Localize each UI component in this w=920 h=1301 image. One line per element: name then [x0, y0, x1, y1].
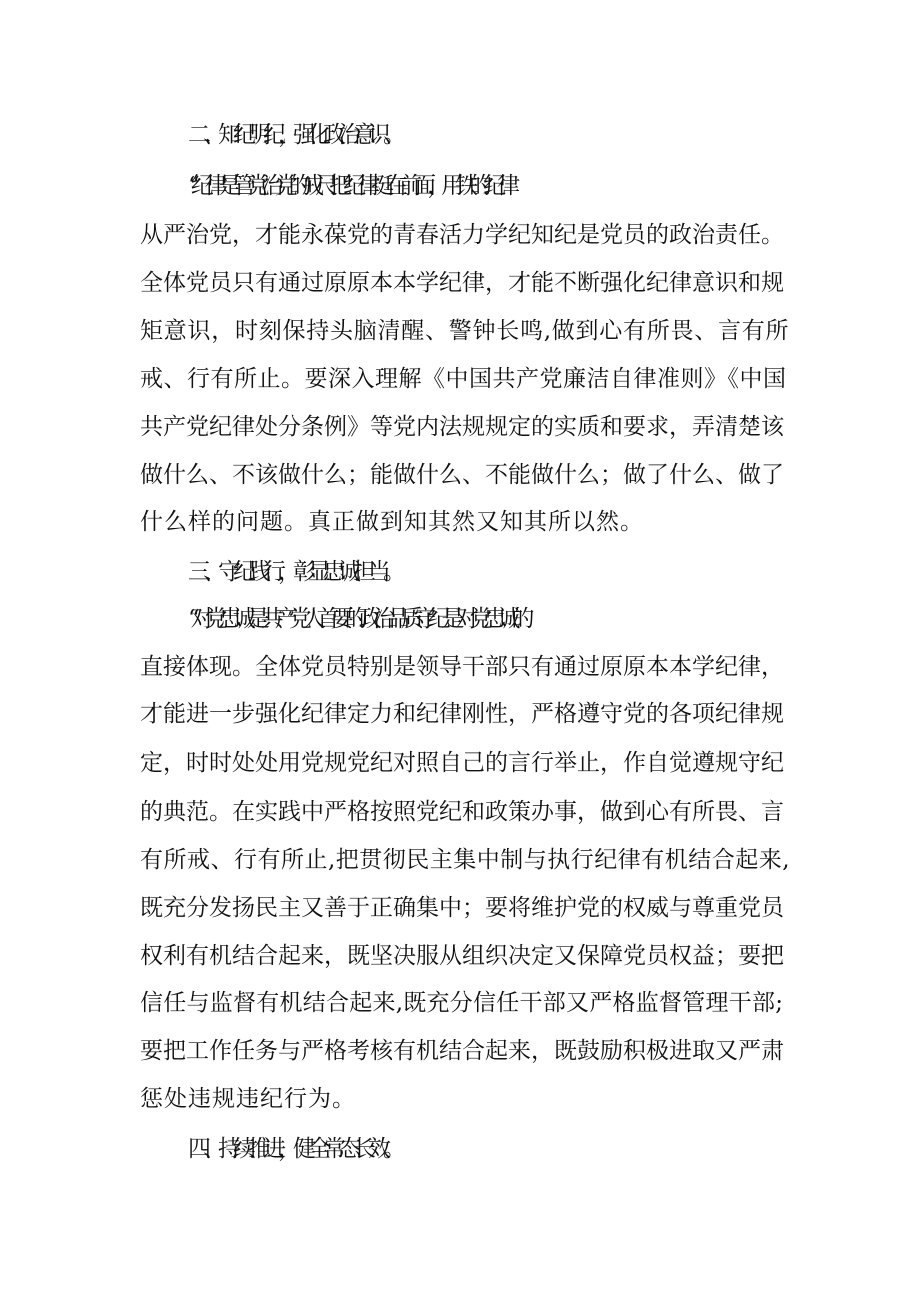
- paragraph-line: 才能进一步强化纪律定力和纪律刚性，严格遵守党的各项纪律规: [140, 701, 784, 727]
- paragraph-line: “对党忠诚是共产党人首要的政治品质:守纪是对党忠诚的: [188, 606, 526, 632]
- paragraph-line: 定，时时处处用党规党纪对照自己的言行举止，作自觉遵规守纪: [140, 750, 784, 776]
- paragraph-line: 有所戒、行有所止,把贯彻民主集中制与执行纪律有机结合起来,: [140, 847, 791, 873]
- paragraph-line: 权利有机结合起来，既坚决服从组织决定又保障党员权益；要把: [140, 943, 784, 969]
- paragraph-line: 信任与监督有机结合起来,既充分信任干部又严格监督管理干部;: [140, 990, 784, 1016]
- section-heading-3: 三、守纪践行，彰显忠诚担当。: [188, 559, 398, 585]
- paragraph-line: 惩处违规违纪行为。: [140, 1086, 356, 1112]
- section-heading-2: 二、知纪明纪，强化政治意识。: [188, 122, 398, 148]
- paragraph-line: 做什么、不该做什么；能做什么、不能做什么；做了什么、做了: [140, 462, 784, 488]
- paragraph-line: 的典范。在实践中严格按照党纪和政策办事，做到心有所畏、言: [140, 799, 784, 825]
- paragraph-line: “纪律是管党治党的‘戒尺把纪律挺在前面，用铁的纪律: [188, 173, 512, 199]
- paragraph-line: 什么样的问题。真正做到知其然又知其所以然。: [140, 509, 644, 535]
- paragraph-line: 既充分发扬民主又善于正确集中；要将维护党的权威与尊重党员: [140, 895, 784, 921]
- paragraph-line: 矩意识，时刻保持头脑清醒、警钟长鸣,做到心有所畏、言有所: [140, 318, 790, 344]
- paragraph-line: 全体党员只有通过原原本本学纪律，才能不断强化纪律意识和规: [140, 270, 784, 296]
- paragraph-line: 直接体现。全体党员特别是领导干部只有通过原原本本学纪律，: [140, 654, 784, 680]
- paragraph-line: 要把工作任务与严格考核有机结合起来，既鼓励积极进取又严肃: [140, 1038, 784, 1064]
- section-heading-4: 四、持续推进，健全常态长效。: [188, 1136, 398, 1162]
- paragraph-line: 从严治党，才能永葆党的青春活力学纪知纪是党员的政治责任。: [140, 222, 784, 248]
- paragraph-line: 戒、行有所止。要深入理解《中国共产党廉洁自律准则》《中国: [140, 366, 787, 392]
- paragraph-line: 共产党纪律处分条例》等党内法规规定的实质和要求，弄清楚该: [140, 414, 784, 440]
